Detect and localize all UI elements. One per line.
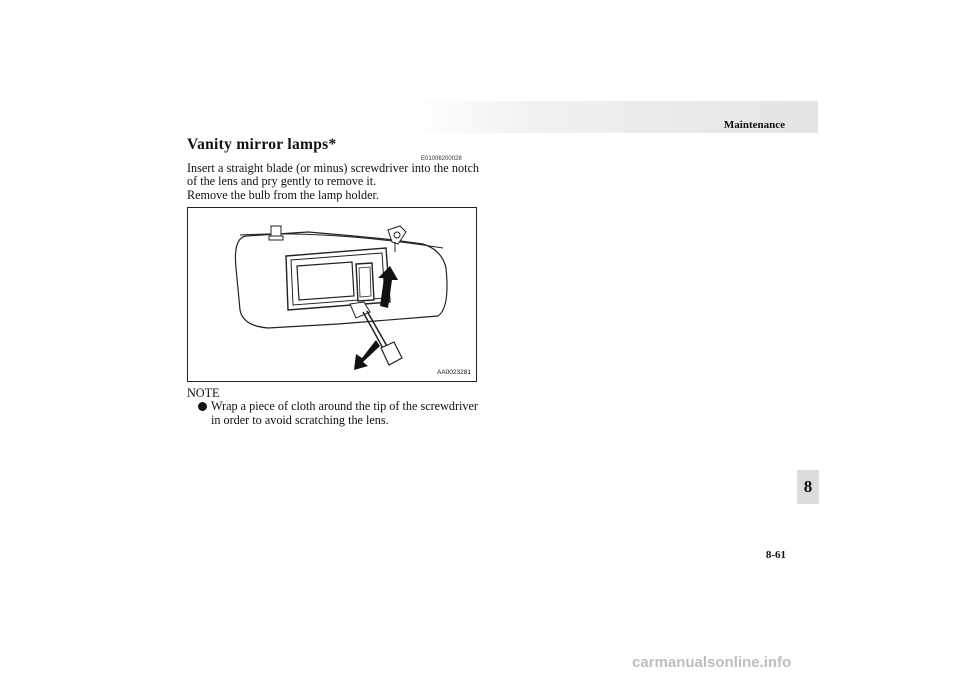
vanity-mirror-illustration <box>187 207 477 382</box>
bullet-icon <box>198 402 207 411</box>
down-arrow-icon <box>354 340 380 370</box>
section-code: E01006200028 <box>421 156 462 162</box>
section-title: Vanity mirror lamps* <box>187 136 337 153</box>
screwdriver-handle <box>381 342 402 365</box>
paragraph-2: Remove the bulb from the lamp holder. <box>187 188 379 202</box>
paragraph-1: Insert a straight blade (or minus) screwdriver into the notch of the lens and pry gently to remove it. <box>187 161 479 188</box>
note-item <box>198 400 478 427</box>
mirror-glass <box>297 262 354 300</box>
chapter-tab[interactable]: 8 <box>797 470 819 504</box>
header-title: Maintenance <box>723 119 785 131</box>
note-item-text: Wrap a piece of cloth around the tip of the screwdriver in order to avoid scratching the lens. <box>211 399 478 427</box>
watermark: carmanualsonline.info <box>632 654 792 671</box>
figure-code: AA0023281 <box>437 369 471 376</box>
page-number: 8-61 <box>765 549 786 561</box>
note-label: NOTE <box>187 386 220 400</box>
sun-visor-drawing <box>188 208 476 381</box>
